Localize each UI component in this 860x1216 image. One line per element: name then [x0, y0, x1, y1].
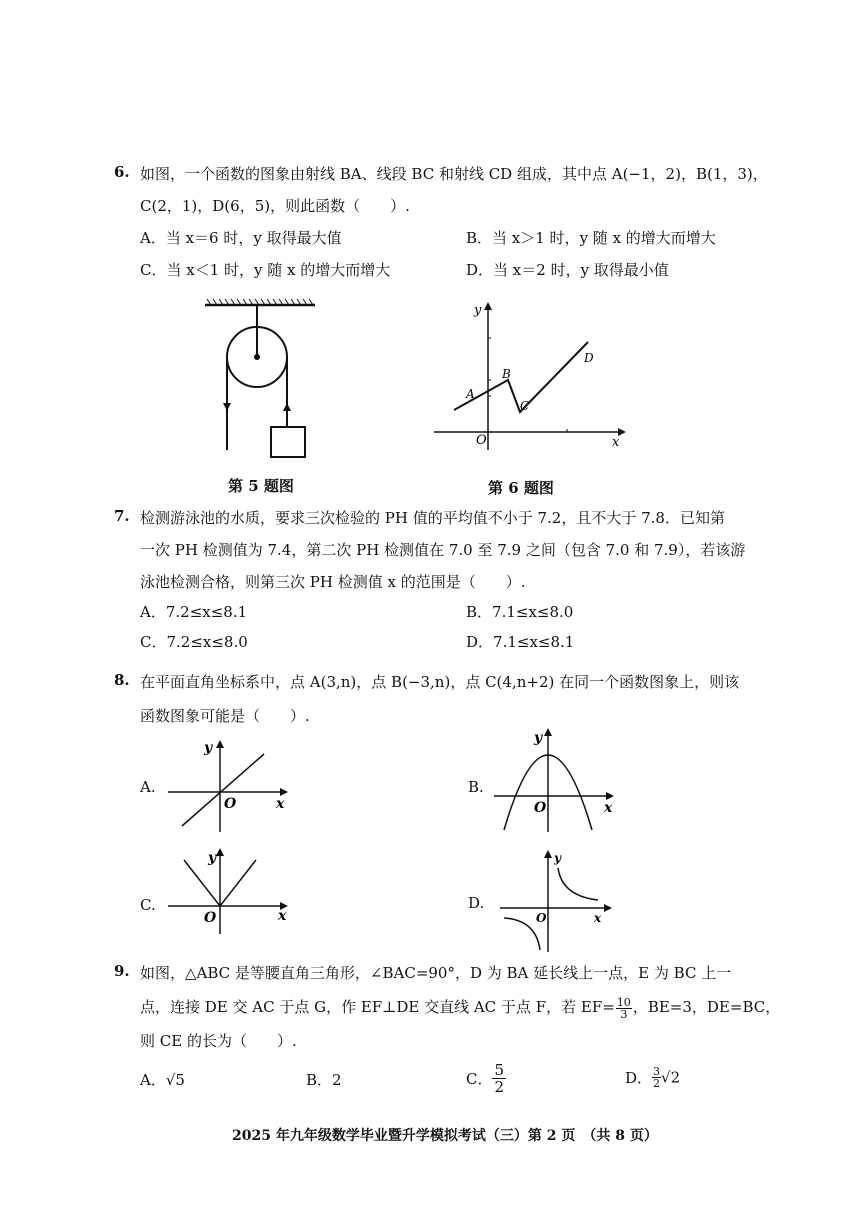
q9-option-c-letter: C． — [466, 1070, 493, 1088]
fig6-point-a-label: A — [466, 387, 475, 401]
q8-option-b-label: B. — [468, 778, 484, 796]
q8-option-b-graph — [488, 726, 618, 834]
q9-stem-line1: 如图，△ABC 是等腰直角三角形，∠BAC=90°，D 为 BA 延长线上一点，E 为 BC 上一 — [140, 964, 732, 982]
q6-option-b: B．当 x＞1 时，y 随 x 的增大而增大 — [466, 229, 716, 247]
fig6-x-label: x — [612, 435, 620, 450]
fig6-point-c-label: C — [520, 399, 530, 413]
q8b-origin-label: O — [534, 800, 547, 816]
q8-number: 8. — [114, 671, 130, 689]
q9-option-a: A．√5 — [140, 1071, 185, 1089]
q8a-origin-label: O — [224, 796, 237, 812]
q8b-x-label: x — [604, 800, 613, 816]
q8-option-a-label: A. — [140, 778, 156, 796]
q8-option-c-graph — [160, 846, 290, 936]
q9-number: 9. — [114, 962, 130, 980]
q9-ef-numerator: 10 — [616, 995, 631, 1009]
q6-number: 6. — [114, 163, 130, 181]
q7-option-d: D．7.1≤x≤8.1 — [466, 633, 575, 651]
q6-option-a: A．当 x＝6 时，y 取得最大值 — [140, 229, 342, 247]
q8b-y-label: y — [534, 730, 543, 746]
q9-stem-line3: 则 CE 的长为（ ）. — [140, 1032, 297, 1050]
q8c-origin-label: O — [204, 910, 217, 926]
q9-option-c-numerator: 5 — [494, 1061, 505, 1079]
q6-stem-line1: 如图，一个函数的图象由射线 BA、线段 BC 和射线 CD 组成，其中点 A(−1，2)，B(1，3)， — [140, 165, 768, 183]
fig5-pulley-diagram — [195, 295, 325, 465]
q9-option-d-radical: √2 — [661, 1068, 681, 1087]
q8d-y-label: y — [554, 851, 561, 865]
q9-option-d-fraction — [652, 1066, 661, 1089]
fig6-caption: 第 6 题图 — [488, 479, 554, 497]
q8-option-d-label: D. — [468, 894, 485, 912]
q8a-y-label: y — [204, 740, 213, 756]
q7-option-c: C．7.2≤x≤8.0 — [140, 633, 248, 651]
q9-stem-line2-start: 点，连接 DE 交 AC 于点 G，作 EF⊥DE 交直线 AC 于点 F，若 EF= — [140, 998, 615, 1016]
q7-option-a: A．7.2≤x≤8.1 — [140, 603, 248, 621]
q9-stem-line2-end: ，BE=3，DE=BC， — [632, 998, 781, 1016]
q8a-x-label: x — [276, 796, 285, 812]
q8c-y-label: y — [208, 850, 217, 866]
q9-option-d — [625, 1066, 680, 1089]
q9-option-c-fraction — [492, 1062, 506, 1095]
q9-option-d-denominator: 2 — [653, 1077, 661, 1090]
fig6-point-d-label: D — [584, 351, 594, 365]
fig5-caption: 第 5 题图 — [228, 477, 294, 495]
q7-stem-line3: 泳池检测合格，则第三次 PH 检测值 x 的范围是（ ）. — [140, 573, 526, 591]
q6-option-d: D．当 x＝2 时，y 取得最小值 — [466, 261, 669, 279]
fig6-point-b-label: B — [502, 367, 511, 381]
q9-ef-denominator: 3 — [620, 1007, 628, 1021]
q9-option-c — [466, 1062, 506, 1095]
fig6-origin-label: O — [476, 433, 487, 448]
q9-stem-line2 — [140, 996, 780, 1020]
q8-option-c-label: C. — [140, 896, 156, 914]
q9-option-b: B．2 — [306, 1071, 342, 1089]
fig6-y-label: y — [474, 303, 482, 318]
q8-stem-line1: 在平面直角坐标系中，点 A(3,n)，点 B(−3,n)，点 C(4,n+2) 在同一个函数图象上，则该 — [140, 673, 740, 691]
q9-ef-fraction — [616, 997, 632, 1020]
page-footer: 2025 年九年级数学毕业暨升学模拟考试（三）第 2 页 （共 8 页） — [232, 1128, 658, 1144]
q9-option-d-numerator: 3 — [653, 1065, 661, 1078]
q7-number: 7. — [114, 507, 130, 525]
q8-stem-line2: 函数图象可能是（ ）. — [140, 707, 310, 725]
q9-option-d-letter: D． — [625, 1069, 653, 1087]
fig6-function-graph — [428, 298, 628, 458]
q6-stem-line2: C(2，1)，D(6，5)，则此函数（ ）. — [140, 197, 410, 215]
q8-option-a-graph — [160, 738, 290, 834]
q7-stem-line1: 检测游泳池的水质，要求三次检验的 PH 值的平均值不小于 7.2，且不大于 7.8．已知第 — [140, 509, 725, 527]
q7-stem-line2: 一次 PH 检测值为 7.4，第二次 PH 检测值在 7.0 至 7.9 之间（包含 7.0 和 7.9），若该游 — [140, 541, 746, 559]
q8-option-d-graph — [494, 846, 620, 956]
q8d-x-label: x — [594, 911, 602, 925]
q6-option-c: C．当 x＜1 时，y 随 x 的增大而增大 — [140, 261, 391, 279]
q9-option-c-denominator: 2 — [494, 1078, 505, 1096]
q7-option-b: B．7.1≤x≤8.0 — [466, 603, 574, 621]
q8d-origin-label: O — [536, 911, 547, 925]
q8c-x-label: x — [278, 908, 287, 924]
